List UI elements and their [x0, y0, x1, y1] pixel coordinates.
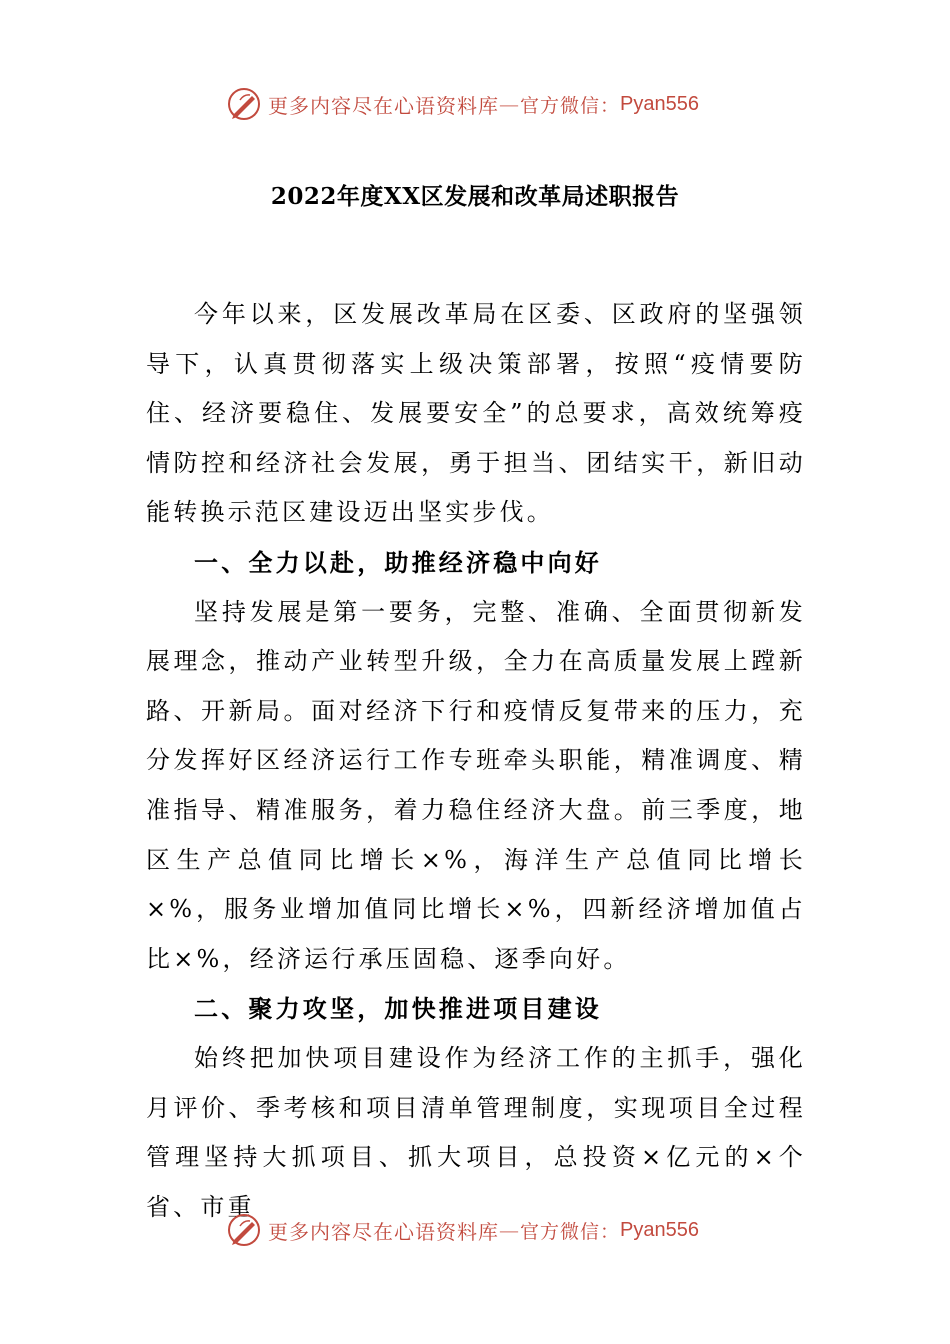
watermark-header [226, 84, 699, 124]
watermark-wechat-label: 官方微信： [520, 1220, 621, 1243]
watermark-wechat-id: Pyan556 [620, 1218, 699, 1241]
watermark-wechat-id: Pyan556 [620, 92, 699, 115]
section-2-paragraph: 始终把加快项目建设作为经济工作的主抓手，强化月评价、季考核和项目清单管理制度，实现项目全过程管理坚持大抓项目、抓大项目，总投资×亿元的×个省、市重 [146, 1043, 806, 1221]
intro-paragraph: 今年以来，区发展改革局在区委、区政府的坚强领导下，认真贯彻落实上级决策部署，按照“疫情要防住、经济要稳住、发展要安全”的总要求，高效统筹疫情防控和经济社会发展，勇于担当、团结实干，新旧动能转换示范区建设迈出坚实步伐。 [146, 300, 806, 527]
section-heading-2: 二、聚力攻坚，加快推进项目建设 [194, 994, 602, 1024]
watermark-site-text: 更多内容尽在心语资料库 [268, 1219, 499, 1244]
section-1-paragraph: 坚持发展是第一要务，完整、准确、全面贯彻新发展理念，推动产业转型升级，全力在高质量发展上蹚新路、开新局。面对经济下行和疫情反复带来的压力，充分发挥好区经济运行工作专班牵头职能，精准调度、精准指导、精准服务，着力稳住经济大盘。前三季度，地区生产总值同比增长×%，海洋生产总值同比增长×%，服务业增加值同比增长×%，四新经济增加值占比×%，经济运行承压固稳、逐季向好。 [146, 597, 806, 973]
pen-logo-icon [226, 1212, 262, 1248]
watermark-wechat-label: 官方微信： [520, 94, 621, 117]
document-title: 2022年度XX区发展和改革局述职报告 [270, 183, 680, 210]
watermark-site-text: 更多内容尽在心语资料库 [268, 93, 499, 118]
section-heading-1: 一、全力以赴，助推经济稳中向好 [194, 547, 602, 577]
watermark-separator: — [499, 1218, 520, 1242]
watermark-footer [226, 1210, 699, 1250]
pen-logo-icon [226, 86, 262, 122]
watermark-separator: — [499, 92, 520, 116]
document-body [146, 290, 806, 1232]
